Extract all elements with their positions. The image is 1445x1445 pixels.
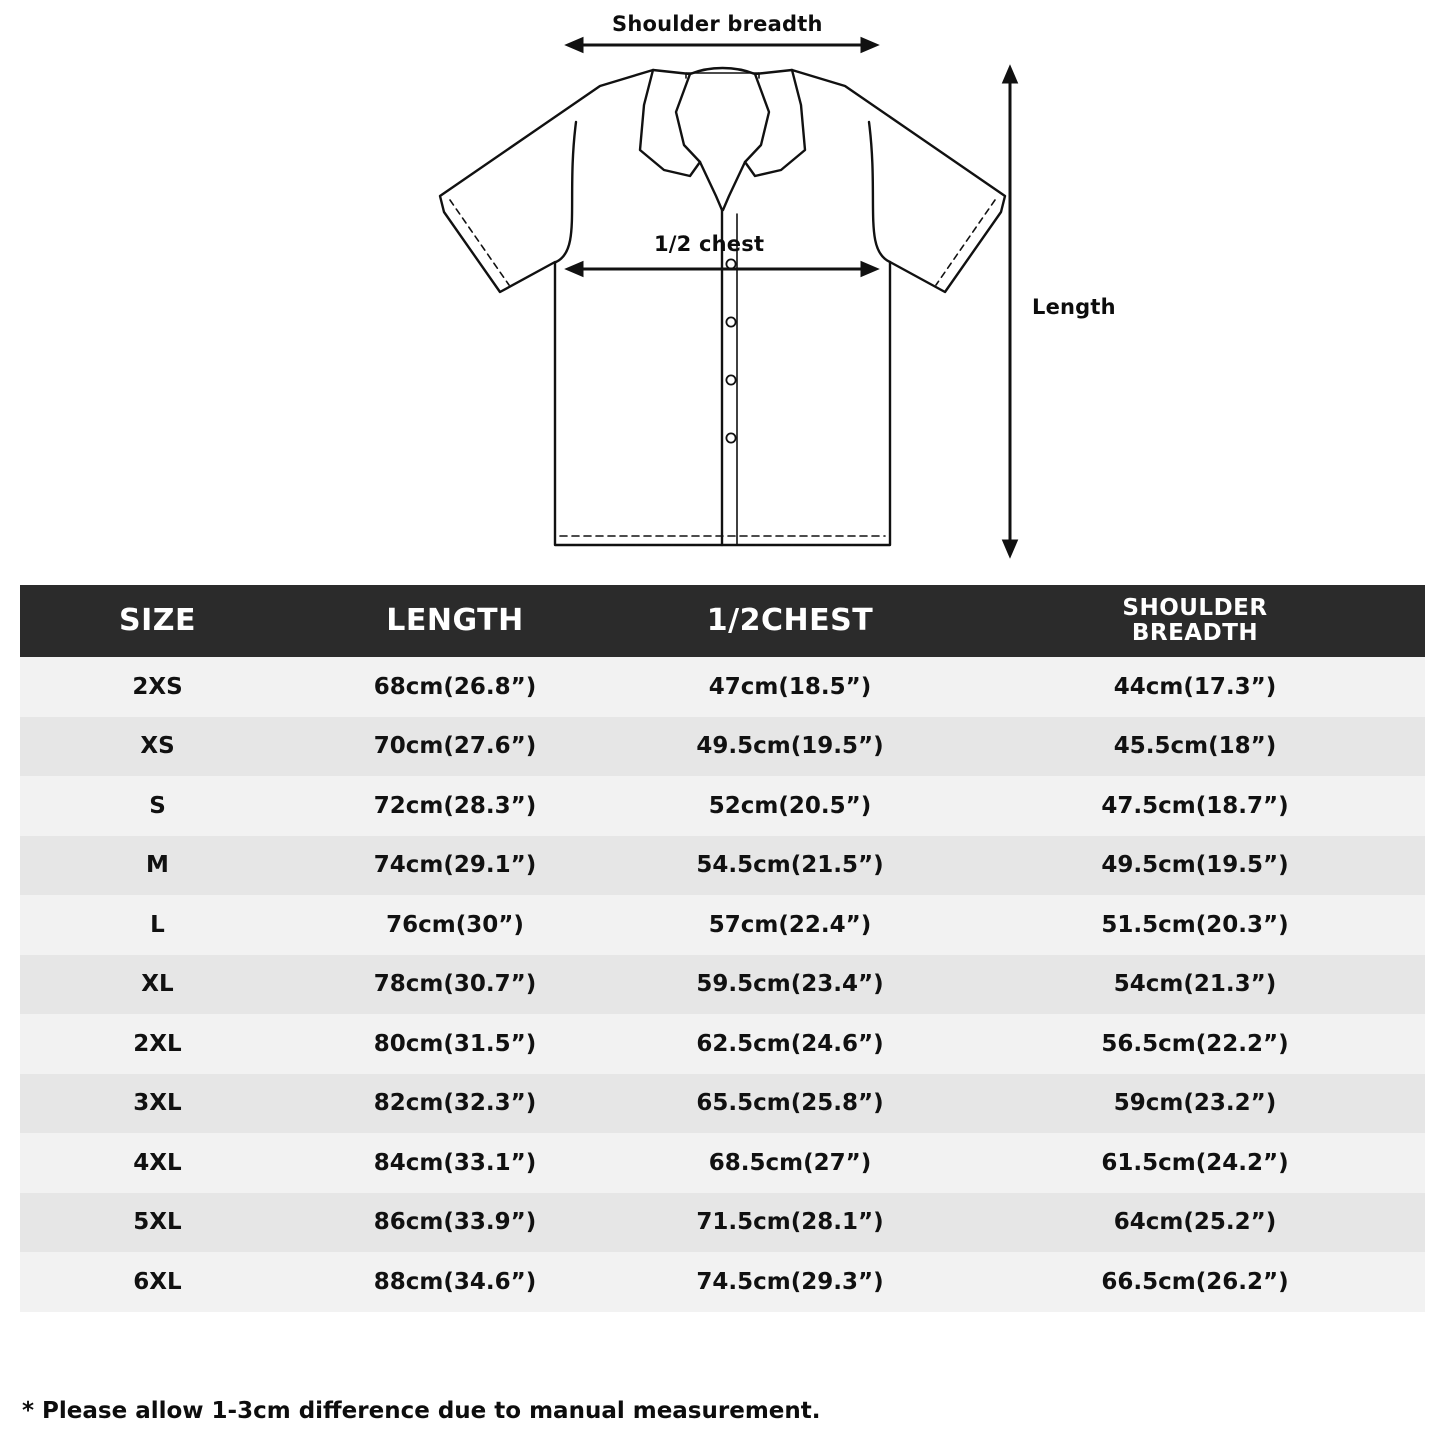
cell-shoulder: 44cm(17.3”) xyxy=(965,657,1425,717)
table-row xyxy=(20,776,1425,836)
garment-measurement-diagram xyxy=(0,0,1445,578)
cell-shoulder: 51.5cm(20.3”) xyxy=(965,895,1425,955)
cell-size: S xyxy=(20,776,295,836)
cell-length: 74cm(29.1”) xyxy=(295,836,615,896)
cell-size: M xyxy=(20,836,295,896)
cell-halfchest: 52cm(20.5”) xyxy=(615,776,965,836)
cell-length: 80cm(31.5”) xyxy=(295,1014,615,1074)
cell-size: 4XL xyxy=(20,1133,295,1193)
column-header-size: SIZE xyxy=(20,585,295,657)
table-header xyxy=(20,585,1425,657)
cell-length: 76cm(30”) xyxy=(295,895,615,955)
cell-shoulder: 49.5cm(19.5”) xyxy=(965,836,1425,896)
cell-shoulder: 66.5cm(26.2”) xyxy=(965,1252,1425,1312)
cell-size: 6XL xyxy=(20,1252,295,1312)
table-header-row xyxy=(20,585,1425,657)
cell-length: 86cm(33.9”) xyxy=(295,1193,615,1253)
cell-halfchest: 68.5cm(27”) xyxy=(615,1133,965,1193)
cell-length: 88cm(34.6”) xyxy=(295,1252,615,1312)
length-dimension-arrow xyxy=(1004,68,1016,555)
shoulder-breadth-dimension-arrow xyxy=(568,39,876,51)
size-chart-table xyxy=(20,585,1425,1312)
cell-halfchest: 54.5cm(21.5”) xyxy=(615,836,965,896)
cell-shoulder: 45.5cm(18”) xyxy=(965,717,1425,777)
cell-size: 5XL xyxy=(20,1193,295,1253)
cell-length: 70cm(27.6”) xyxy=(295,717,615,777)
cell-halfchest: 71.5cm(28.1”) xyxy=(615,1193,965,1253)
column-header-halfchest: 1/2CHEST xyxy=(615,585,965,657)
cell-shoulder: 61.5cm(24.2”) xyxy=(965,1133,1425,1193)
cell-size: 2XS xyxy=(20,657,295,717)
table-row xyxy=(20,1133,1425,1193)
cell-length: 68cm(26.8”) xyxy=(295,657,615,717)
cell-size: XS xyxy=(20,717,295,777)
table-row xyxy=(20,895,1425,955)
measurement-footnote: * Please allow 1-3cm difference due to manual measurement. xyxy=(22,1398,821,1424)
cell-size: L xyxy=(20,895,295,955)
column-header-shoulder-line2: BREADTH xyxy=(1131,620,1259,646)
cell-shoulder: 59cm(23.2”) xyxy=(965,1074,1425,1134)
cell-halfchest: 62.5cm(24.6”) xyxy=(615,1014,965,1074)
table-row xyxy=(20,717,1425,777)
table-row xyxy=(20,1014,1425,1074)
cell-halfchest: 57cm(22.4”) xyxy=(615,895,965,955)
size-chart-table-wrapper xyxy=(20,585,1425,1312)
table-row xyxy=(20,1074,1425,1134)
cell-halfchest: 74.5cm(29.3”) xyxy=(615,1252,965,1312)
shirt-technical-drawing xyxy=(0,0,1445,578)
cell-halfchest: 47cm(18.5”) xyxy=(615,657,965,717)
cell-halfchest: 65.5cm(25.8”) xyxy=(615,1074,965,1134)
cell-size: XL xyxy=(20,955,295,1015)
shoulder-breadth-label: Shoulder breadth xyxy=(612,12,823,36)
table-body xyxy=(20,657,1425,1312)
cell-size: 3XL xyxy=(20,1074,295,1134)
cell-shoulder: 64cm(25.2”) xyxy=(965,1193,1425,1253)
cell-length: 72cm(28.3”) xyxy=(295,776,615,836)
column-header-length: LENGTH xyxy=(295,585,615,657)
table-row xyxy=(20,1193,1425,1253)
cell-shoulder: 56.5cm(22.2”) xyxy=(965,1014,1425,1074)
cell-shoulder: 54cm(21.3”) xyxy=(965,955,1425,1015)
cell-length: 82cm(32.3”) xyxy=(295,1074,615,1134)
half-chest-label: 1/2 chest xyxy=(654,232,765,256)
table-row xyxy=(20,955,1425,1015)
table-row xyxy=(20,836,1425,896)
cell-size: 2XL xyxy=(20,1014,295,1074)
length-label: Length xyxy=(1032,295,1116,319)
cell-length: 78cm(30.7”) xyxy=(295,955,615,1015)
cell-halfchest: 49.5cm(19.5”) xyxy=(615,717,965,777)
cell-halfchest: 59.5cm(23.4”) xyxy=(615,955,965,1015)
column-header-shoulder-line1: SHOULDER xyxy=(1122,595,1268,622)
cell-length: 84cm(33.1”) xyxy=(295,1133,615,1193)
table-row xyxy=(20,1252,1425,1312)
column-header-shoulder-breadth xyxy=(965,585,1425,657)
table-row xyxy=(20,657,1425,717)
cell-shoulder: 47.5cm(18.7”) xyxy=(965,776,1425,836)
